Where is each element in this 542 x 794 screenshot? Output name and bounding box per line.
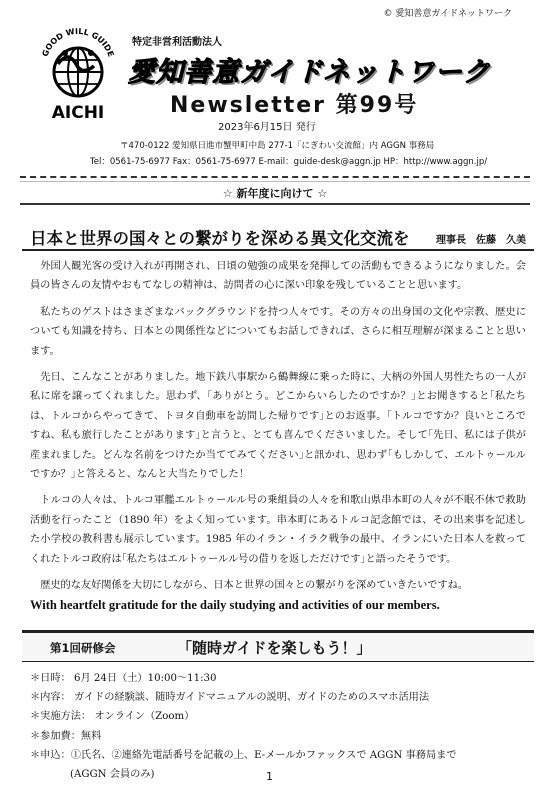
globe-logo <box>38 20 118 124</box>
section-banner: ☆ 新年度に向けて ☆ <box>20 181 530 205</box>
nonprofit-label: 特定非営利活動法人 <box>132 37 222 48</box>
dashed-divider <box>20 176 530 178</box>
detail-row: ＊参加費：無料 <box>30 730 102 742</box>
article-paragraph: 私たちのゲストはさまざまなバックグラウンドを持つ人々です。その方々の出身国の文化や宗教、歴史についても知識を持ち、日本との関係性などについてもお話しできれば、さらに相互理解が深まることと思います。 <box>30 306 526 357</box>
article-body <box>30 257 526 622</box>
detail-row: ＊申込：①氏名、②連絡先電話番号を記載の上、E-メールかファックスで AGGN 事務局まで <box>30 749 457 761</box>
organization-title: 愛知善意ガイドネットワーク <box>128 57 491 88</box>
copyright-notice: © 愛知善意ガイドネットワーク <box>383 9 512 19</box>
logo-arc-text: GOOD WILL GUIDE <box>40 26 116 58</box>
training-title: 「随時ガイドを楽しもう！」 <box>177 639 372 657</box>
article-byline: 理事長 佐藤 久美 <box>436 235 526 246</box>
page-number: 1 <box>266 770 273 783</box>
training-details <box>30 669 530 784</box>
logo-aichi-text: AICHI <box>51 103 105 123</box>
headline-row <box>22 223 534 251</box>
issue-date: 2023年6月15日 発行 <box>218 122 316 133</box>
article-paragraph: 歴史的な友好関係を大切にしながら、日本と世界の国々との繋がりを深めていきたいですね。 <box>40 580 469 592</box>
training-header <box>22 630 534 662</box>
article-paragraph: 外国人観光客の受け入れが再開され、日頃の勉強の成果を発揮しての活動もできるようになりました。会員の皆さんの友情やおもてなしの精神は、訪問者の心に深い印象を残していることと思います。 <box>30 261 526 292</box>
office-address: 〒470-0122 愛知県日進市蟹甲町中島 277-1「にぎわい交流館」内 AGGN 事務局 <box>120 141 435 151</box>
detail-row: ＊実施方法： オンライン（Zoom） <box>30 711 195 723</box>
detail-row: (AGGN 会員のみ) <box>70 769 155 781</box>
contact-info: Tel：0561-75-6977 Fax：0561-75-6977 E-mail：guide-desk@aggn.jp HP：http://www.aggn.jp/ <box>90 157 488 167</box>
article-headline: 日本と世界の国々との繋がりを深める異文化交流を <box>30 229 410 248</box>
detail-row: ＊日時： 6月 24日（土）10:00～11:30 <box>30 673 217 684</box>
training-label: 第1回研修会 <box>50 641 116 655</box>
article-paragraph: 先日、こんなことがありました。地下鉄八事駅から鶴舞線に乗った時に、大柄の外国人男性たちの一人が私に席を譲ってくれました。思わず、｢ありがとう。どこからいらしたのですか？｣とお聞きすると｢私たちは、トルコからやってきて、トヨタ自動車を訪問した帰りです｣とのお返事。｢トルコですか？良いところですね、私も旅行したことがあります｣と言うと、とても喜んでくださいました。そして｢先日、私には子供が産まれました。どんな名前をつけたか当ててみてください｣と訊かれ、思わず｢もしかして、エルトゥールルですか？｣と答えると、なんと大当たりでした！ <box>30 372 526 481</box>
newsletter-issue: Newsletter 第99号 <box>170 93 419 118</box>
detail-row: ＊内容： ガイドの経験談、随時ガイドマニュアルの説明、ガイドのためのスマホ活用法 <box>30 692 430 704</box>
article-paragraph: トルコの人々は、トルコ軍艦エルトゥールル号の乗組員の人々を和歌山県串本町の人々が不眠不休で救助活動を行ったこと（1890 年）をよく知っています。串本町にあるトルコ記念館では、その出来事を記述した小学校の教科書も展示しています。1985 年のイラン・イラク戦争の最中、イランにいた日本人を救ってくれたトルコ政府は｢私たちはエルトゥールル号の借りを返しただけです｣と語ったそうです。 <box>30 495 526 565</box>
english-gratitude-line: With heartfelt gratitude for the daily studying and activities of our members. <box>30 597 440 612</box>
